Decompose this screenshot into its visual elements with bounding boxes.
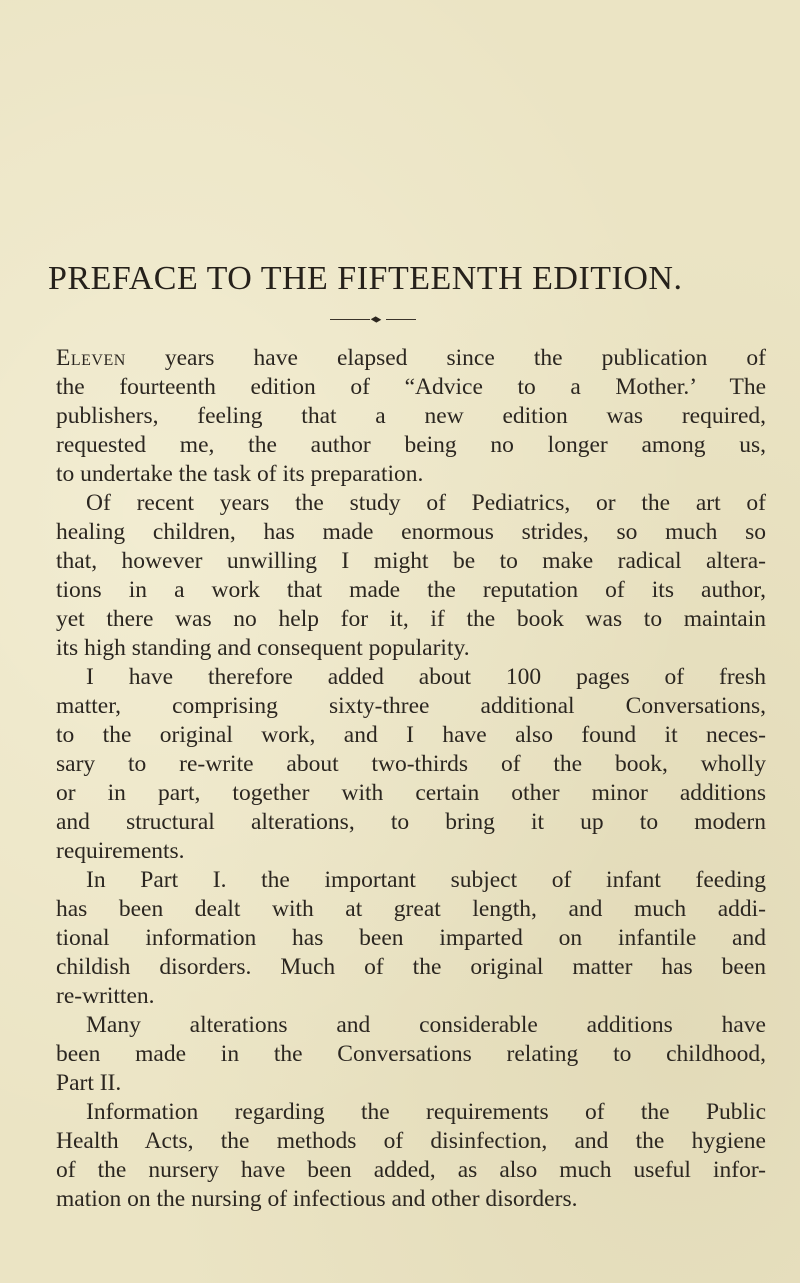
text-line: or in part, together with certain other minor additions <box>56 780 766 806</box>
text-line: sary to re-write about two-thirds of the book, wholly <box>56 751 766 777</box>
text-line: yet there was no help for it, if the book was to maintain <box>56 606 766 632</box>
preface-body <box>56 344 766 1214</box>
text-line: that, however unwilling I might be to make radical altera- <box>56 548 766 574</box>
text-line: Part II. <box>56 1070 122 1096</box>
text-line: Of recent years the study of Pediatrics, or the art of <box>86 490 766 516</box>
text-line: has been dealt with at great length, and much addi- <box>56 896 766 922</box>
text-line: tional information has been imparted on infantile and <box>56 925 766 951</box>
text-line: Many alterations and considerable additions have <box>86 1012 766 1038</box>
text-line: Eleven years have elapsed since the publication of <box>56 345 766 371</box>
text-line: and structural alterations, to bring it up to modern <box>56 809 766 835</box>
text-line: I have therefore added about 100 pages of fresh <box>86 664 766 690</box>
text-line: publishers, feeling that a new edition was required, <box>56 403 766 429</box>
text-line: Health Acts, the methods of disinfection, and the hygiene <box>56 1128 766 1154</box>
text-line: of the nursery have been added, as also much useful infor- <box>56 1157 766 1183</box>
ornament-rule-right <box>386 319 416 320</box>
text-line: requested me, the author being no longer among us, <box>56 432 766 458</box>
drop-word: Eleven <box>56 345 126 371</box>
text-line: childish disorders. Much of the original matter has been <box>56 954 766 980</box>
text-line: been made in the Conversations relating to childhood, <box>56 1041 766 1067</box>
text-line: healing children, has made enormous strides, so much so <box>56 519 766 545</box>
page-title: PREFACE TO THE FIFTEENTH EDITION. <box>48 260 683 297</box>
title-ornament-divider <box>330 316 430 324</box>
ornament-rule-left <box>330 319 370 320</box>
text-line: matter, comprising sixty-three additional Conversations, <box>56 693 766 719</box>
text-line: In Part I. the important subject of infant feeding <box>86 867 766 893</box>
text-line: its high standing and consequent popularity. <box>56 635 470 661</box>
text-line: requirements. <box>56 838 185 864</box>
text-line: mation on the nursing of infectious and other disorders. <box>56 1186 578 1212</box>
ornament-diamond-icon <box>371 316 382 322</box>
text-line: the fourteenth edition of “Advice to a Mother.’ The <box>56 374 766 400</box>
text-line: tions in a work that made the reputation of its author, <box>56 577 766 603</box>
text-line: to undertake the task of its preparation. <box>56 461 424 487</box>
text-line: to the original work, and I have also found it neces- <box>56 722 766 748</box>
text-line: Information regarding the requirements of the Public <box>86 1099 766 1125</box>
text-line: re-written. <box>56 983 155 1009</box>
